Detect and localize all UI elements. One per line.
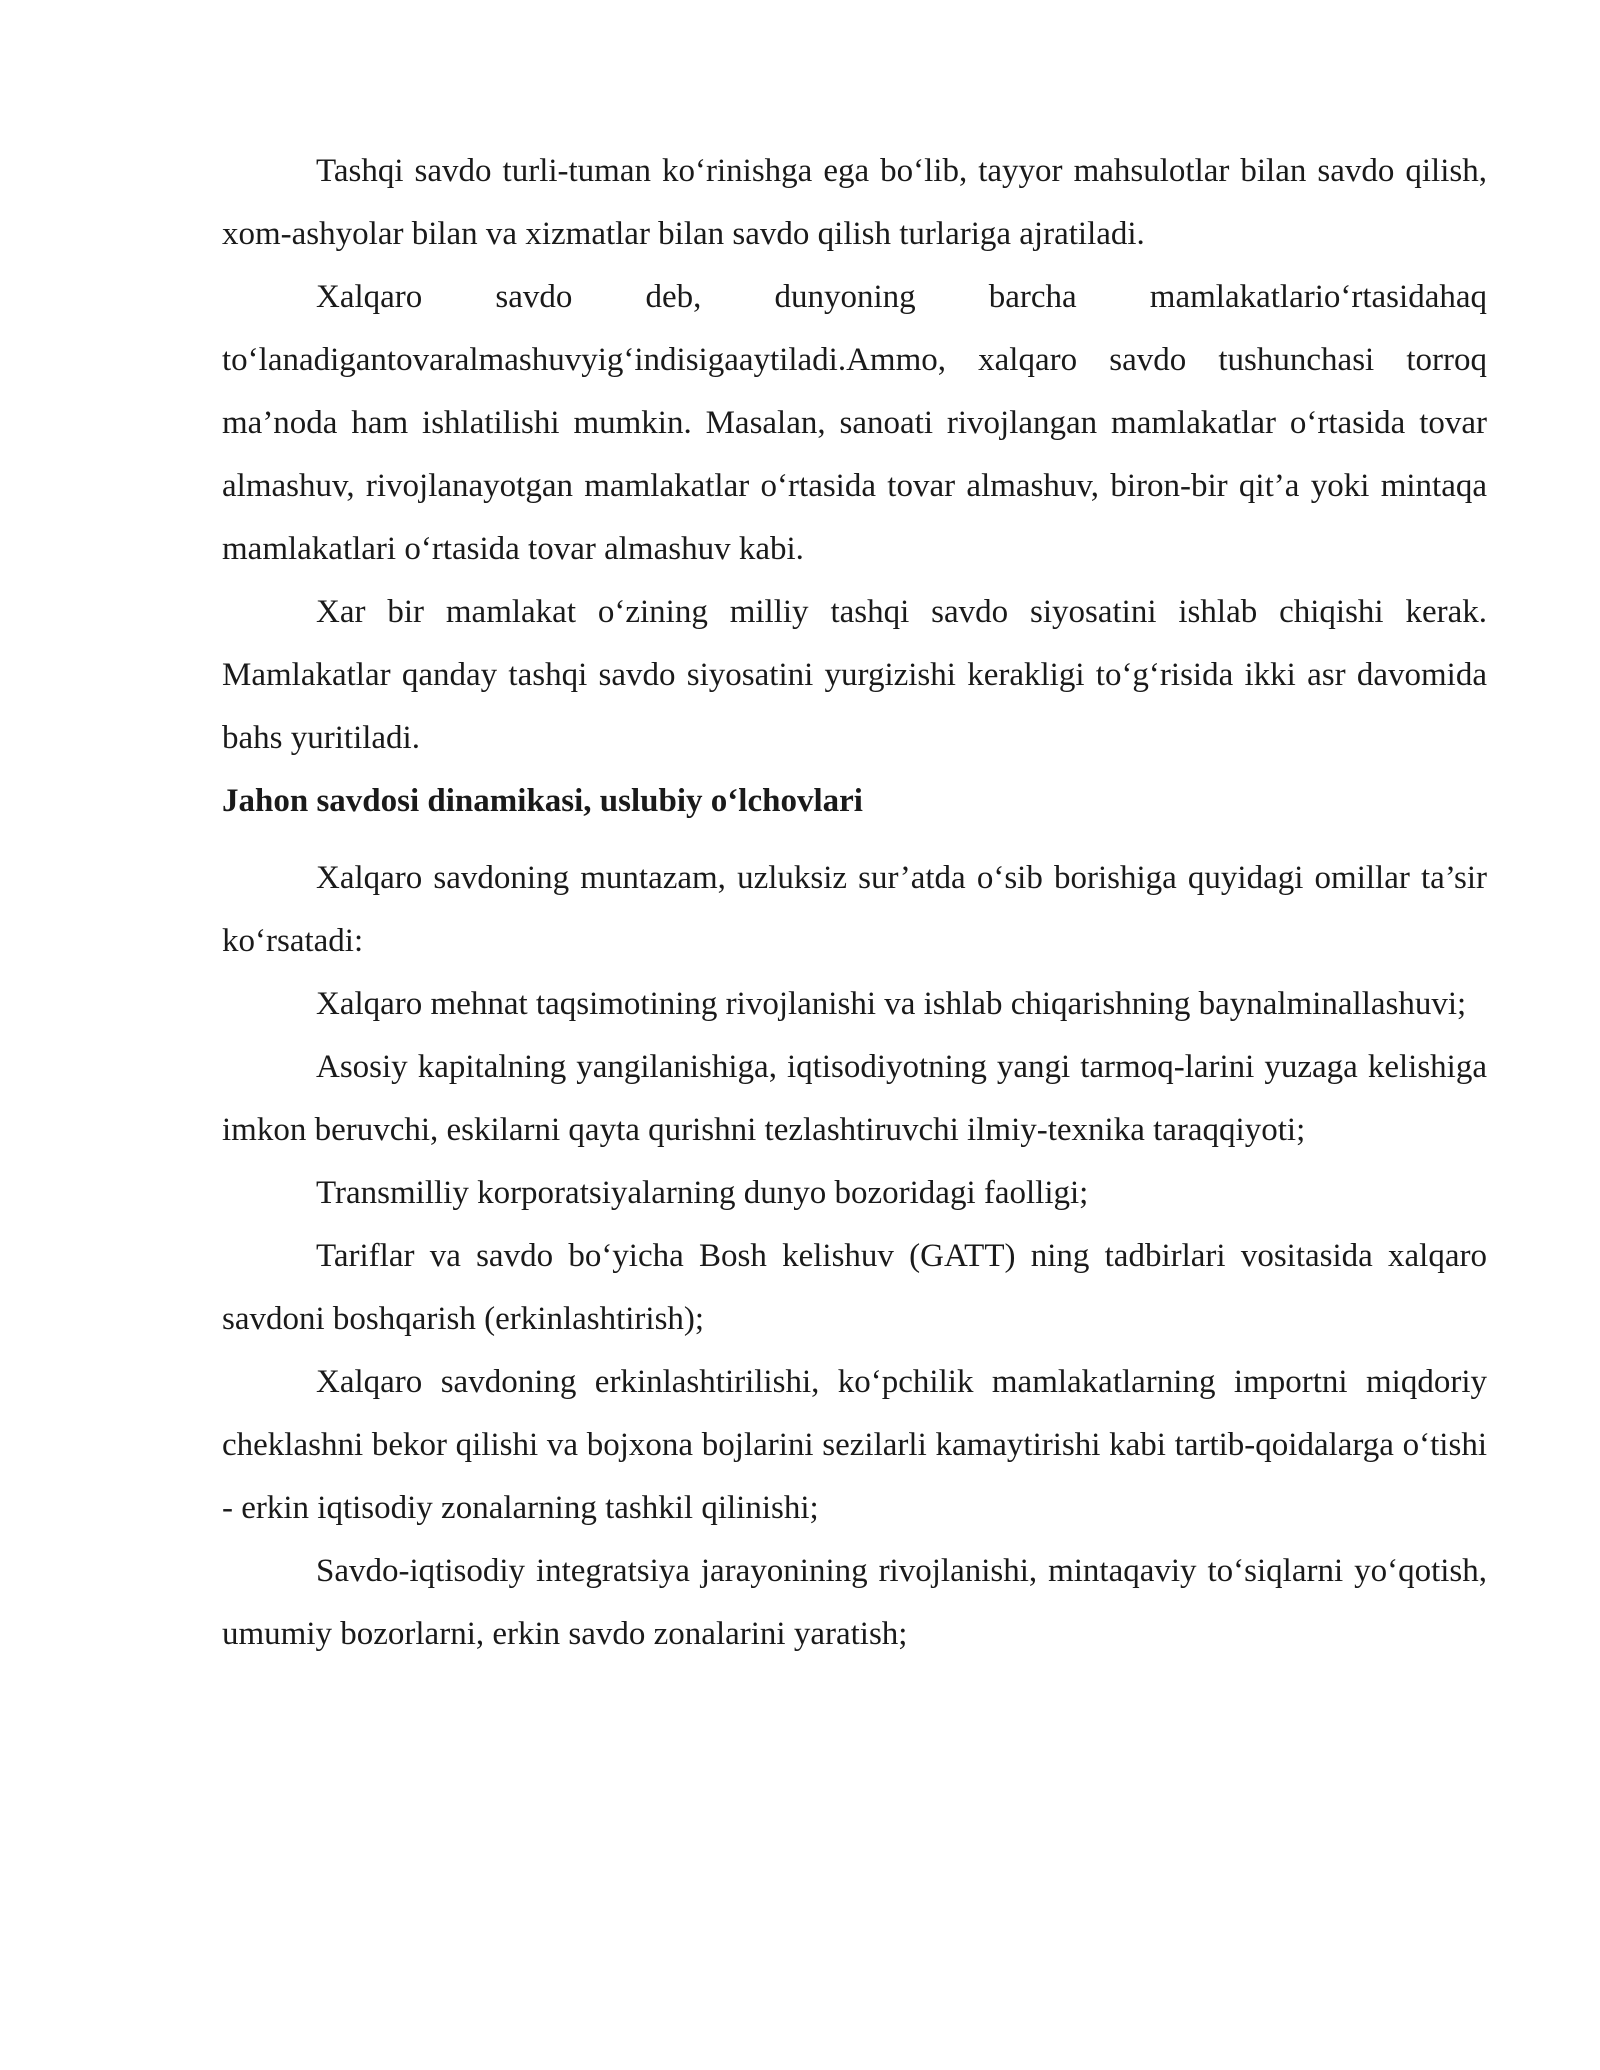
list-paragraph: Asosiy kapitalning yangilanishiga, iqtisodiyotning yangi tarmoq-larini yuzaga kelishiga imkon beruvchi, eskilarni qayta qurishni tezlashtiruvchi ilmiy-texnika taraqqiyoti; bbox=[222, 1049, 1487, 1148]
list-paragraph: Xalqaro savdoning erkinlashtirilishi, ko‘pchilik mamlakatlarning importni miqdoriy cheklashni bekor qilishi va bojxona bojlarini sezilarli kamaytirishi kabi tartib-qoidalarga o‘tishi - erkin iqtisodiy zonalarning tashkil qilinishi; bbox=[222, 1364, 1487, 1526]
paragraph: Tashqi savdo turli-tuman ko‘rinishga ega bo‘lib, tayyor mahsulotlar bilan savdo qilish, xom-ashyolar bilan va xizmatlar bilan savdo qilish turlariga ajratiladi. bbox=[222, 153, 1487, 252]
list-paragraph: Savdo-iqtisodiy integratsiya jarayonining rivojlanishi, mintaqaviy to‘siqlarni yo‘qotish, umumiy bozorlarni, erkin savdo zonalarini yaratish; bbox=[222, 1553, 1487, 1652]
list-paragraph: Tariflar va savdo bo‘yicha Bosh kelishuv (GATT) ning tadbirlari vositasida xalqaro savdoni boshqarish (erkinlashtirish); bbox=[222, 1238, 1487, 1337]
paragraph: Xar bir mamlakat o‘zining milliy tashqi savdo siyosatini ishlab chiqishi kerak. Mamlakatlar qanday tashqi savdo siyosatini yurgizishi kerakligi to‘g‘risida ikki asr davomida bahs yuritiladi. bbox=[222, 594, 1487, 756]
list-paragraph: Xalqaro mehnat taqsimotining rivojlanishi va ishlab chiqarishning baynalminallashuvi; bbox=[316, 986, 1467, 1022]
list-paragraph: Transmilliy korporatsiyalarning dunyo bozoridagi faolligi; bbox=[316, 1175, 1089, 1211]
paragraph: Xalqaro savdo deb, dunyoning barcha mamlakatlario‘rtasidahaq to‘lanadigantovaralmashuvyig‘indisigaaytiladi.Ammo, xalqaro savdo tushunchasi torroq ma’noda ham ishlatilishi mumkin. Masalan, sanoati rivojlangan mamlakatlar o‘rtasida tovar almashuv, rivojlanayotgan mamlakatlar o‘rtasida tovar almashuv, biron-bir qit’a yoki mintaqa mamlakatlari o‘rtasida tovar almashuv kabi. bbox=[222, 279, 1487, 567]
paragraph: Xalqaro savdoning muntazam, uzluksiz sur’atda o‘sib borishiga quyidagi omillar ta’sir ko‘rsatadi: bbox=[222, 860, 1487, 959]
section-heading: Jahon savdosi dinamikasi, uslubiy o‘lchovlari bbox=[222, 783, 863, 819]
document-page bbox=[222, 140, 1487, 1666]
